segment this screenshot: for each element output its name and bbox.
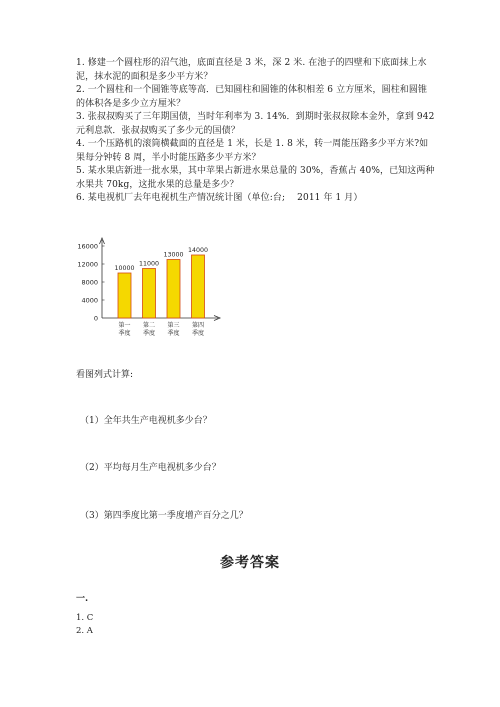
category-label: 第三 xyxy=(167,322,180,329)
category-label: 季度 xyxy=(167,330,180,337)
problem-2: 2. 一个圆柱和一个圆锥等底等高．已知圆柱和圆锥的体积相差 6 立方厘米，圆柱和圆锥的体积各是多少立方厘米？ xyxy=(76,85,428,109)
y-tick-label: 4000 xyxy=(81,296,98,305)
answers-title: 参考答案 xyxy=(220,555,280,571)
bar xyxy=(143,269,156,319)
category-label: 季度 xyxy=(142,330,156,337)
y-tick-label: 16000 xyxy=(77,242,98,251)
bar xyxy=(118,273,131,318)
data-label: 11000 xyxy=(138,260,160,268)
tv-production-bar-chart xyxy=(70,232,230,352)
answer-2: 2. A xyxy=(76,626,93,636)
category-label: 季度 xyxy=(191,330,205,337)
calc-intro: 看图列式计算: xyxy=(76,370,134,380)
data-label: 13000 xyxy=(163,251,184,259)
category-label: 季度 xyxy=(118,330,131,337)
bar xyxy=(192,255,205,318)
y-tick-label: 12000 xyxy=(77,260,98,269)
y-tick-label: 0 xyxy=(93,314,98,323)
sub-question-3: （3）第四季度比第一季度增产百分之几？ xyxy=(80,511,248,521)
problem-5: 5. 某水果店新进一批水果，其中苹果占新进水果总量的 30%，香蕉占 40%，已知这两种水果共 70kg，这批水果的总量是多少？ xyxy=(76,166,435,190)
data-label: 10000 xyxy=(114,265,135,272)
category-label: 第一 xyxy=(118,322,131,329)
category-label: 第四 xyxy=(191,322,205,329)
category-label: 第二 xyxy=(142,322,156,329)
bar xyxy=(167,260,180,319)
chart-svg xyxy=(70,232,230,352)
section-label: 一. xyxy=(76,594,89,604)
answer-1: 1. C xyxy=(76,613,94,623)
data-label: 14000 xyxy=(187,247,209,254)
problem-6: 6. 某电视机厂去年电视机生产情况统计图（单位:台; 2011 年 1 月） xyxy=(76,193,363,203)
sub-question-2: （2）平均每月生产电视机多少台？ xyxy=(80,463,221,473)
problem-3: 3. 张叔叔购买了三年期国债，当时年利率为 3. 14%．到期时张叔叔除本金外，拿到 942 元利息款．张叔叔购买了多少元的国债？ xyxy=(76,112,435,136)
sub-question-1: （1）全年共生产电视机多少台？ xyxy=(80,416,212,426)
problem-4: 4. 一个压路机的滚筒横截面的直径是 1 米，长是 1. 8 米，转一周能压路多少平方米?如果每分钟转 8 周，半小时能压路多少平方米？ xyxy=(76,139,429,163)
problem-list xyxy=(76,57,436,206)
y-tick-label: 8000 xyxy=(81,278,98,287)
problem-1: 1. 修建一个圆柱形的沼气池，底面直径是 3 米，深 2 米. 在池子的四壁和下底面抹上水泥，抹水泥的面积是多少平方米？ xyxy=(76,58,427,82)
